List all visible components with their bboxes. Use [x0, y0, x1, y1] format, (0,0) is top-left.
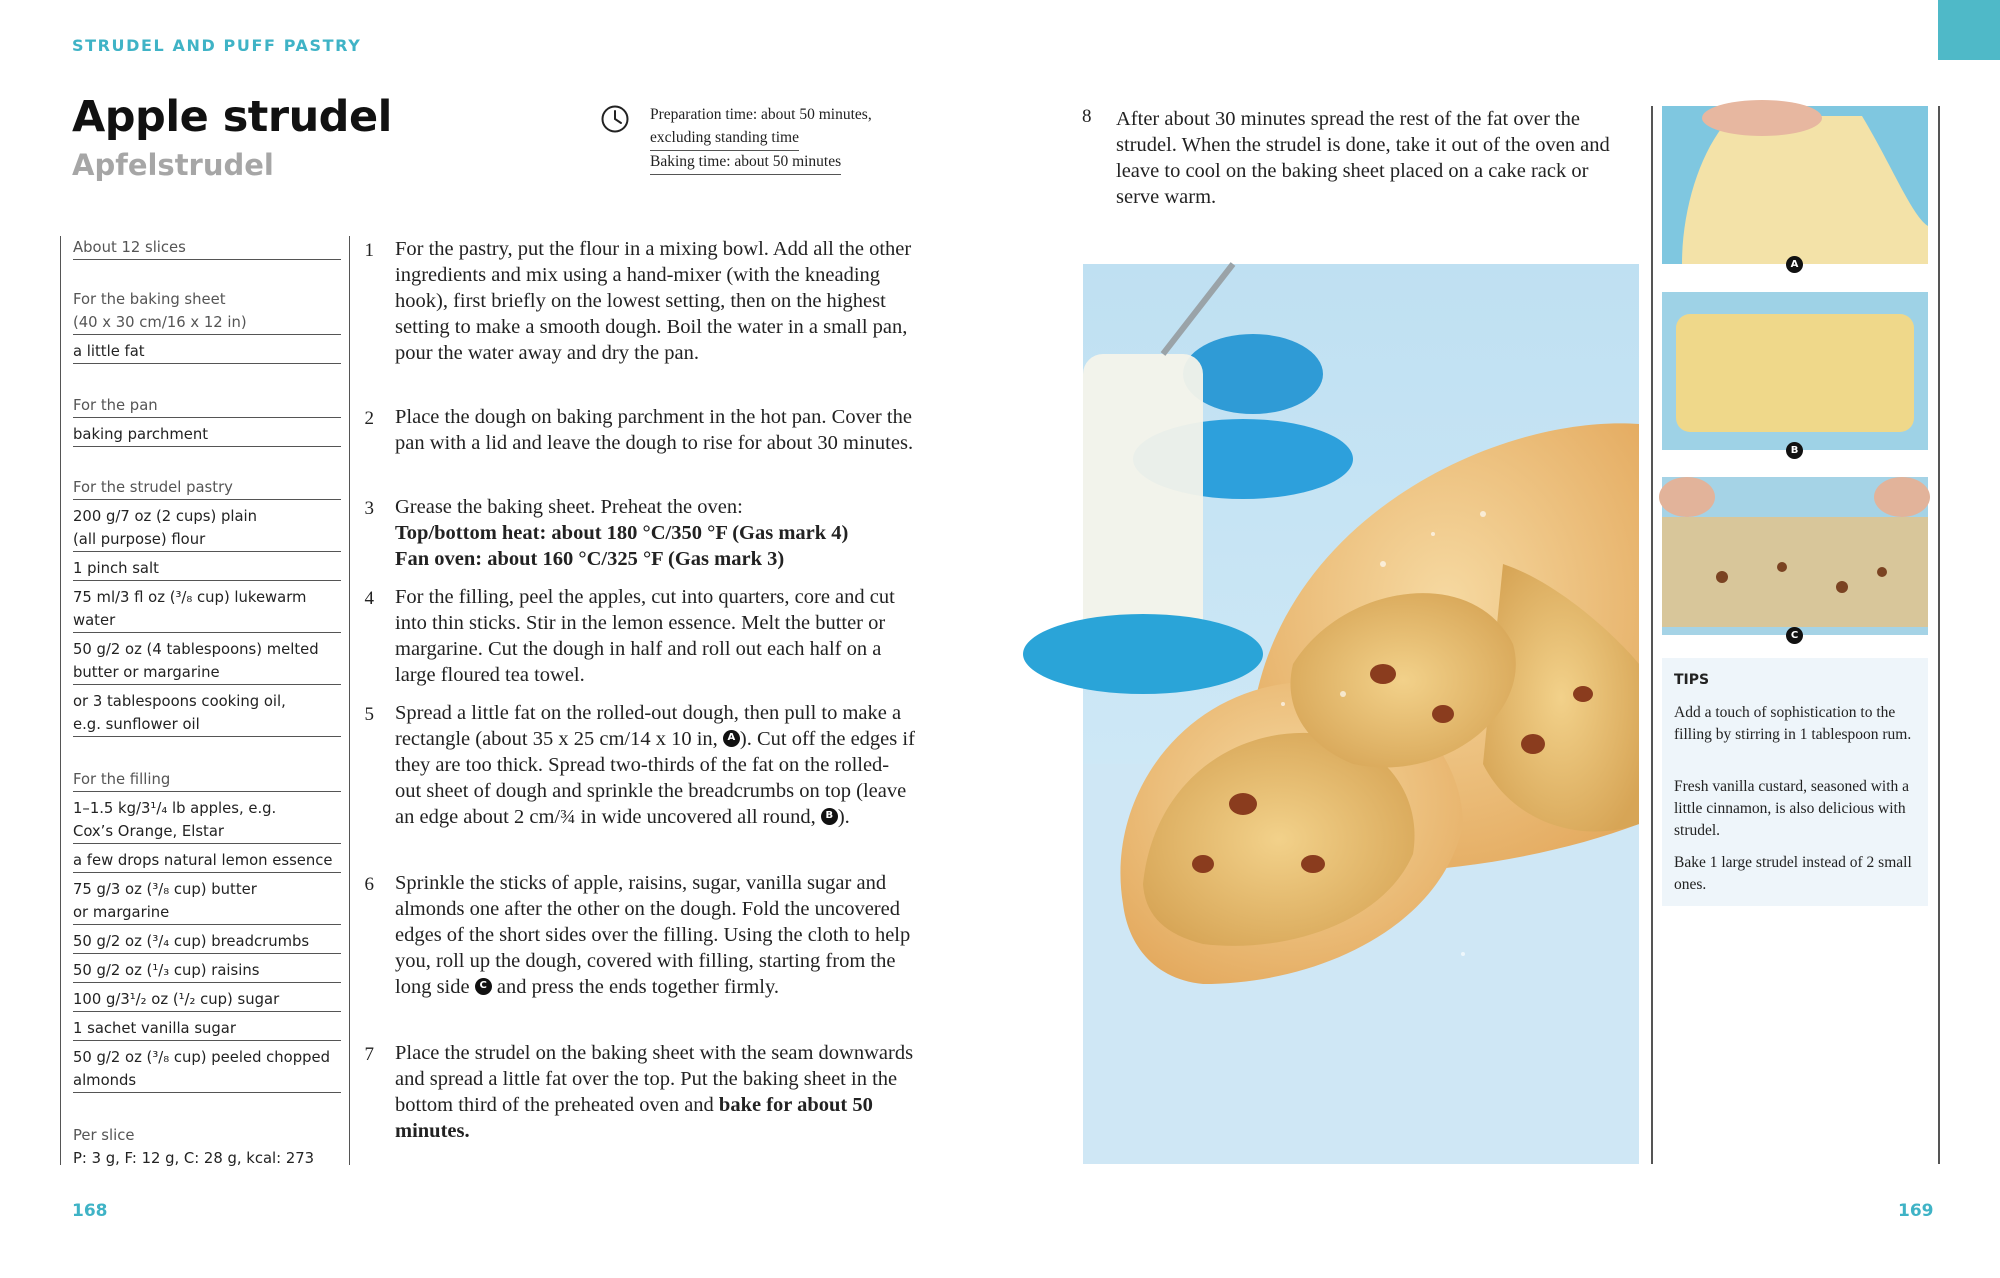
step-number: 3 — [364, 498, 374, 519]
ing-heading-filling: For the filling — [73, 768, 341, 792]
dough-stretching-image — [1662, 106, 1928, 264]
tip-1: Add a touch of sophistication to the filling by stirring in 1 tablespoon rum. — [1674, 704, 1912, 743]
step-photo-a — [1662, 106, 1928, 270]
badge-b: B — [1786, 442, 1803, 459]
step-7 — [395, 1040, 915, 1144]
ing-heading-pan: For the pan — [73, 394, 341, 418]
step-number: 1 — [364, 240, 374, 261]
step-6-text-a: Sprinkle the sticks of apple, raisins, sugar, vanilla sugar and almonds one after the other on the dough. Fold the uncovered edges of the short sides over the filling. Using the cloth to help you, roll up the dough, covered with filling, starting from the long side — [395, 872, 911, 998]
rolling-strudel-image — [1662, 477, 1928, 635]
page-number-right: 169 — [1898, 1201, 1934, 1221]
ingredient: a few drops natural lemon essence — [73, 849, 341, 873]
ingredient: 50 g/2 oz (¹/₃ cup) raisins — [73, 959, 341, 983]
oven-fan: Fan oven: about 160 °C/325 °F (Gas mark 3) — [395, 548, 785, 570]
badge-a: A — [723, 730, 740, 747]
step-photo-c — [1662, 477, 1928, 641]
step-8: After about 30 minutes spread the rest of the fat over the strudel. When the strudel is done, take it out of the oven and leave to cool on the baking sheet placed on a cake rack or serve warm. — [1116, 108, 1610, 208]
step-3-text: Grease the baking sheet. Preheat the oven: — [395, 496, 743, 518]
dough-breadcrumbs-image — [1662, 292, 1928, 450]
step-4: For the filling, peel the apples, cut into quarters, core and cut into thin sticks. Stir in the lemon essence. Melt the butter or margarine. Cut the dough in half and roll out each half on a large floured tea towel. — [395, 586, 895, 686]
tip-3: Bake 1 large strudel instead of 2 small ones. — [1674, 854, 1912, 893]
tip-2: Fresh vanilla custard, seasoned with a little cinnamon, is also delicious with strudel. — [1674, 778, 1910, 839]
ingredient-cont: almonds — [73, 1069, 341, 1093]
prep-info — [650, 104, 872, 175]
ingredients-column — [60, 236, 341, 1165]
oven-top-bottom: Top/bottom heat: about 180 °C/350 °F (Gas mark 4) — [395, 522, 849, 544]
recipe-title: Apple strudel — [72, 92, 392, 142]
column-divider — [1651, 106, 1653, 1164]
step-number: 8 — [1082, 106, 1092, 127]
per-slice-heading: Per slice — [73, 1127, 135, 1144]
ingredient: 75 g/3 oz (³/₈ cup) butter — [73, 881, 257, 898]
ingredient: 75 ml/3 fl oz (³/₈ cup) lukewarm — [73, 589, 307, 606]
ingredient: 1–1.5 kg/3¹/₄ lb apples, e.g. — [73, 800, 277, 817]
ingredient-cont: butter or margarine — [73, 661, 341, 685]
badge-c: C — [475, 978, 492, 995]
ingredient-cont: water — [73, 609, 341, 633]
tips-title: TIPS — [1674, 672, 1710, 688]
ing-heading-sheet-size: (40 x 30 cm/16 x 12 in) — [73, 311, 341, 335]
badge-b: B — [821, 808, 838, 825]
ingredient: 1 pinch salt — [73, 557, 341, 581]
ingredient: 50 g/2 oz (³/₄ cup) breadcrumbs — [73, 930, 341, 954]
ingredient: 200 g/7 oz (2 cups) plain — [73, 508, 258, 525]
step-number: 2 — [364, 408, 374, 429]
step-2: Place the dough on baking parchment in the hot pan. Cover the pan with a lid and leave the dough to rise for about 30 minutes. — [395, 406, 914, 454]
step-6-text-b: and press the ends together firmly. — [496, 976, 780, 998]
step-5-text-a: Spread a little fat on the rolled-out dough, then pull to make a rectangle (about 35 x 25 cm/14 x 10 in, — [395, 702, 902, 750]
step-5-text-b: ). Cut off the edges if they are too thick. Spread two-thirds of the fat on the rolled-out sheet of dough and sprinkle the breadcrumbs on top (leave an edge about 2 cm/¾ in wide uncovered all round, — [395, 728, 915, 828]
step-5 — [395, 700, 915, 830]
ing-heading-pastry: For the strudel pastry — [73, 476, 341, 500]
clock-icon — [600, 104, 630, 134]
ingredient: or 3 tablespoons cooking oil, — [73, 693, 286, 710]
section-label: STRUDEL AND PUFF PASTRY — [72, 36, 362, 55]
strudel-photo — [1083, 264, 1639, 1164]
yield: About 12 slices — [73, 236, 341, 260]
step-5-text-c: ). — [837, 806, 850, 828]
ingredient: 1 sachet vanilla sugar — [73, 1017, 341, 1041]
step-7-bold: bake for about 50 minutes. — [395, 1094, 873, 1142]
method-column — [349, 236, 915, 1165]
column-divider — [1938, 106, 1940, 1164]
ingredient-cont: e.g. sunflower oil — [73, 713, 341, 737]
badge-c: C — [1786, 627, 1803, 644]
step-number: 4 — [364, 588, 374, 609]
chapter-tab — [1938, 0, 2000, 60]
step-number: 5 — [364, 704, 374, 725]
ingredient: 50 g/2 oz (4 tablespoons) melted — [73, 641, 319, 658]
ingredient-cont: Cox’s Orange, Elstar — [73, 820, 341, 844]
ingredient: 100 g/3¹/₂ oz (¹/₂ cup) sugar — [73, 988, 341, 1012]
per-slice-nutrition: P: 3 g, F: 12 g, C: 28 g, kcal: 273 — [73, 1150, 315, 1167]
ingredient-cont: (all purpose) flour — [73, 528, 341, 552]
step-number: 6 — [364, 874, 374, 895]
page-number-left: 168 — [72, 1201, 108, 1221]
recipe-subtitle: Apfelstrudel — [72, 148, 274, 182]
step-photo-b — [1662, 292, 1928, 456]
step-3 — [395, 494, 915, 572]
baking-time: Baking time: about 50 minutes — [650, 151, 841, 175]
ingredient: a little fat — [73, 340, 341, 364]
step-number: 7 — [364, 1044, 374, 1065]
step-6 — [395, 870, 915, 1000]
ingredient-cont: or margarine — [73, 901, 341, 925]
tips-box — [1662, 658, 1928, 906]
ingredient: baking parchment — [73, 423, 341, 447]
ingredient: 50 g/2 oz (³/₈ cup) peeled chopped — [73, 1049, 331, 1066]
badge-a: A — [1786, 256, 1803, 273]
ing-heading-sheet: For the baking sheet — [73, 291, 226, 308]
step-1: For the pastry, put the flour in a mixing bowl. Add all the other ingredients and mix using a hand-mixer (with the kneading hook), first briefly on the lowest setting, then on the highest setting to make a smooth dough. Boil the water in a small pan, pour the water away and dry the pan. — [395, 238, 912, 364]
prep-time: Preparation time: about 50 minutes, — [650, 106, 872, 123]
step-7-text: Place the strudel on the baking sheet with the seam downwards and spread a little fat over the top. Put the baking sheet in the bottom third of the preheated oven and — [395, 1042, 914, 1116]
prep-standing: excluding standing time — [650, 127, 799, 151]
